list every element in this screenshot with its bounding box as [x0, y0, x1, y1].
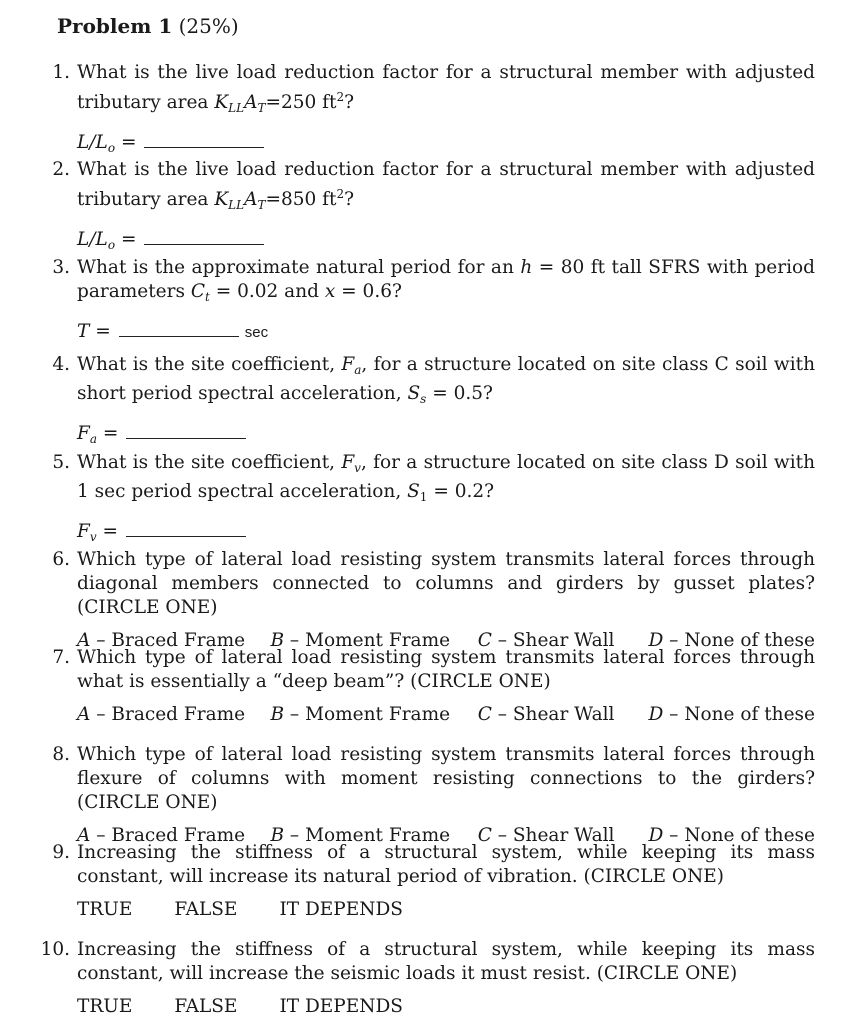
- answer-blank[interactable]: [126, 518, 246, 537]
- choice-row: [77, 703, 815, 727]
- question-number: 10.: [40, 939, 70, 960]
- choice-d[interactable]: D – None of these: [648, 825, 815, 846]
- question-6: [40, 548, 815, 653]
- problem-weight: (25%): [178, 14, 239, 38]
- choice-true[interactable]: TRUE: [77, 899, 133, 920]
- answer-blank[interactable]: [119, 318, 239, 337]
- question-text: Which type of lateral load resisting system transmits lateral forces through what is essentially a “deep beam”? (CIRCLE ONE): [77, 647, 815, 692]
- question-text: What is the live load reduction factor for a structural member with adjusted tributary area $K_{LL}A_T=250$ $ft^2$?: [77, 62, 815, 116]
- choice-b[interactable]: B – Moment Frame: [270, 630, 451, 651]
- question-text: Increasing the stiffness of a structural system, while keeping its mass constant, will increase its natural period of vibration. (CIRCLE ONE): [77, 842, 815, 887]
- answer-row: [77, 318, 815, 345]
- answer-blank[interactable]: [126, 420, 246, 439]
- question-text: Which type of lateral load resisting system transmits lateral forces through diagonal members connected to columns and girders by gusset plates? (CIRCLE ONE): [77, 549, 815, 618]
- answer-label: $F_v$ =: [77, 521, 119, 544]
- answer-unit: sec: [244, 324, 269, 341]
- choice-a[interactable]: A – Braced Frame: [77, 704, 246, 725]
- choice-d[interactable]: D – None of these: [648, 704, 815, 725]
- question-number: 1.: [52, 62, 70, 83]
- question-number: 3.: [52, 257, 70, 278]
- question-9: [40, 841, 815, 922]
- question-2: [40, 158, 815, 257]
- question-5: [40, 451, 815, 549]
- question-number: 8.: [52, 744, 70, 765]
- question-text: Which type of lateral load resisting system transmits lateral forces through flexure of columns with moment resisting connections to the girders? (CIRCLE ONE): [77, 744, 815, 813]
- question-3: [40, 256, 815, 345]
- answer-label: $L/L_o$ =: [77, 229, 137, 253]
- answer-row: [77, 129, 815, 160]
- choice-c[interactable]: C – Shear Wall: [477, 825, 615, 846]
- choice-a[interactable]: A – Braced Frame: [77, 825, 246, 846]
- question-number: 6.: [52, 549, 70, 570]
- question-1: [40, 61, 815, 160]
- choice-it-depends[interactable]: IT DEPENDS: [279, 996, 403, 1017]
- answer-blank[interactable]: [144, 129, 264, 148]
- choice-c[interactable]: C – Shear Wall: [477, 630, 615, 651]
- answer-row: [77, 518, 815, 549]
- answer-label: $F_a$ =: [77, 423, 119, 446]
- question-number: 5.: [52, 452, 70, 473]
- question-10: [40, 938, 815, 1019]
- choice-b[interactable]: B – Moment Frame: [270, 704, 451, 725]
- problem-title: Problem 1: [57, 14, 173, 38]
- choice-b[interactable]: B – Moment Frame: [270, 825, 451, 846]
- choice-false[interactable]: FALSE: [174, 996, 238, 1017]
- choice-a[interactable]: A – Braced Frame: [77, 630, 246, 651]
- question-number: 2.: [52, 159, 70, 180]
- answer-row: [77, 420, 815, 451]
- answer-label: $L/L_o$ =: [77, 132, 137, 156]
- question-7: [40, 646, 815, 727]
- true-false-row: [77, 898, 815, 922]
- choice-c[interactable]: C – Shear Wall: [477, 704, 615, 725]
- question-4: [40, 353, 815, 451]
- problem-heading: [57, 14, 239, 38]
- question-8: [40, 743, 815, 848]
- question-number: 9.: [52, 842, 70, 863]
- choice-false[interactable]: FALSE: [174, 899, 238, 920]
- question-text: What is the approximate natural period for an h = 80 ft tall SFRS with period parameters $C_t = 0.02$ and x = 0.6?: [77, 257, 815, 304]
- choice-it-depends[interactable]: IT DEPENDS: [279, 899, 403, 920]
- question-text: What is the site coefficient, $F_v$, for a structure located on site class D soil with 1 sec period spectral acceleration, $S_1 = 0.2$?: [77, 452, 816, 504]
- choice-true[interactable]: TRUE: [77, 996, 133, 1017]
- question-text: What is the live load reduction factor for a structural member with adjusted tributary area $K_{LL}A_T=850$ $ft^2$?: [77, 159, 815, 213]
- question-number: 7.: [52, 647, 70, 668]
- answer-blank[interactable]: [144, 226, 264, 245]
- question-text: Increasing the stiffness of a structural system, while keeping its mass constant, will increase the seismic loads it must resist. (CIRCLE ONE): [77, 939, 815, 984]
- answer-label: T =: [77, 321, 111, 342]
- question-text: What is the site coefficient, $F_a$, for a structure located on site class C soil with short period spectral acceleration, $S_s = 0.5$?: [77, 354, 815, 406]
- true-false-row: [77, 995, 815, 1019]
- answer-row: [77, 226, 815, 257]
- choice-d[interactable]: D – None of these: [648, 630, 815, 651]
- question-number: 4.: [52, 354, 70, 375]
